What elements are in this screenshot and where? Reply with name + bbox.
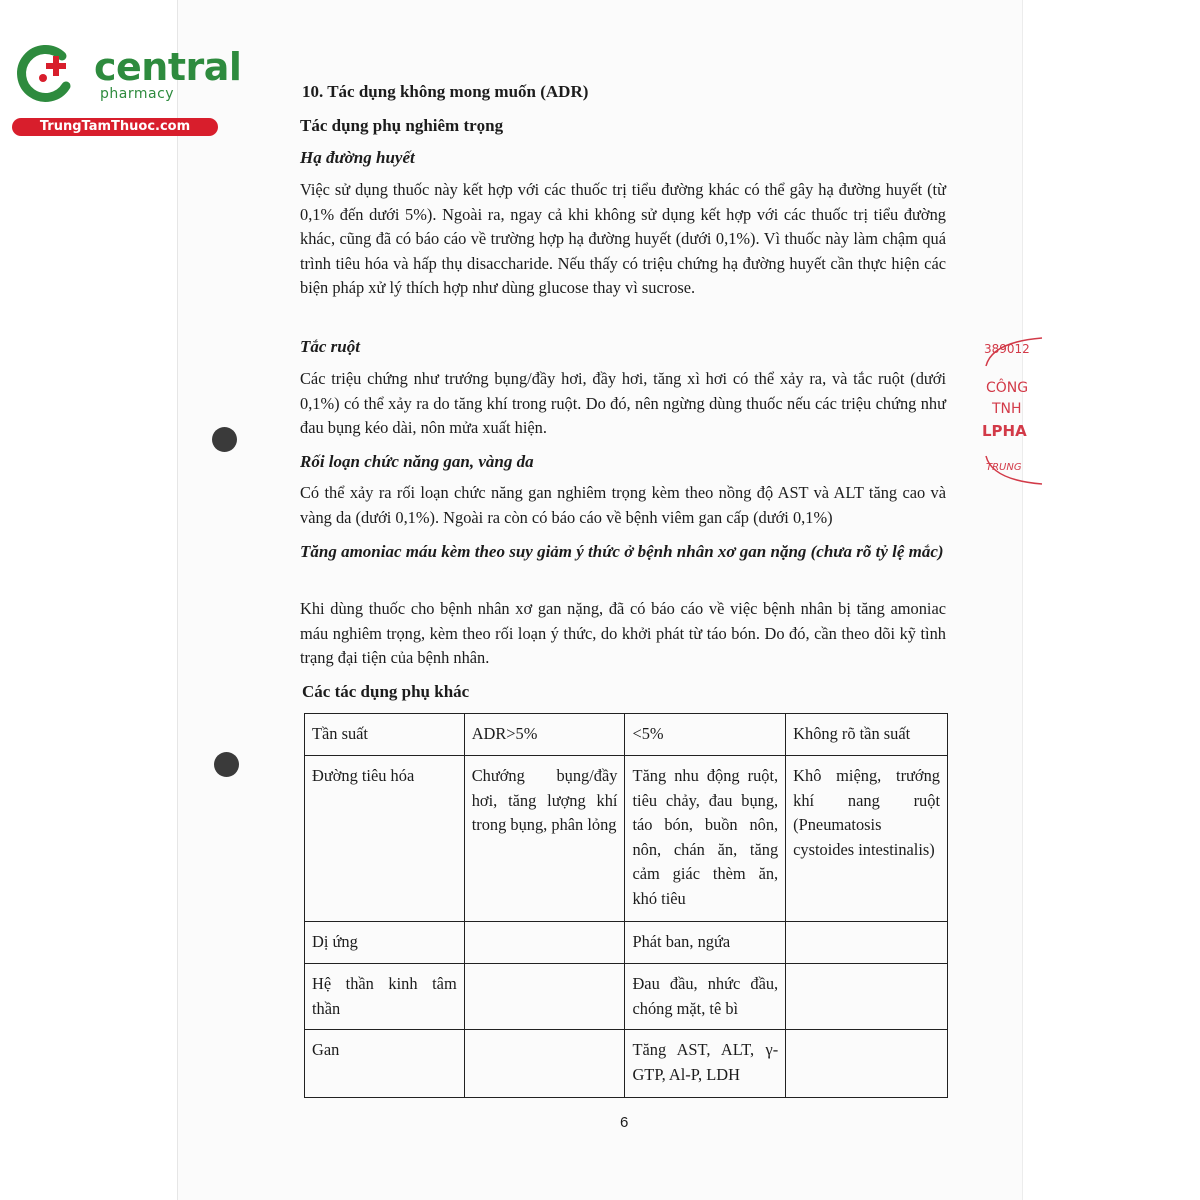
stamp-text: CÔNG bbox=[986, 380, 1029, 396]
header-cell: Không rõ tần suất bbox=[786, 714, 948, 756]
subheading-hyperammonemia: Tăng amoniac máu kèm theo suy giảm ý thức ở bệnh nhân xơ gan nặng (chưa rõ tỷ lệ mắc) bbox=[300, 542, 944, 561]
stamp-text: LPHA bbox=[982, 422, 1027, 440]
table-row bbox=[305, 922, 948, 964]
stamp-text: TRUNG bbox=[986, 462, 1022, 473]
table-cell bbox=[786, 922, 948, 964]
table-cell: Tăng nhu động ruột, tiêu chảy, đau bụng, táo bón, buồn nôn, nôn, chán ăn, tăng cảm giác thèm ăn, khó tiêu bbox=[625, 756, 786, 922]
paragraph-ileus: Các triệu chứng như trướng bụng/đầy hơi, đầy hơi, tăng xì hơi có thể xảy ra, và tắc ruột (dưới 0,1%) có thể xảy ra do tăng khí trong ruột. Do đó, nên ngừng dùng thuốc nếu các triệu chứng như đau bụng kéo dài, nôn mửa xuất hiện. bbox=[300, 369, 946, 437]
subheading-hypoglycemia: Hạ đường huyết bbox=[300, 148, 415, 167]
section-title: 10. Tác dụng không mong muốn (ADR) bbox=[302, 82, 589, 101]
header-cell: <5% bbox=[625, 714, 786, 756]
page-number: 6 bbox=[620, 1114, 629, 1131]
table-cell: Dị ứng bbox=[305, 922, 465, 964]
table-header-row bbox=[305, 714, 948, 756]
table-row bbox=[305, 756, 948, 922]
paragraph-hyperammonemia: Khi dùng thuốc cho bệnh nhân xơ gan nặng, đã có báo cáo về việc bệnh nhân bị tăng amoniac máu nghiêm trọng, kèm theo rối loạn ý thức, do khởi phát từ táo bón. Do đó, cần theo dõi kỹ tình trạng đại tiện của bệnh nhân. bbox=[300, 599, 946, 667]
table-cell bbox=[464, 1030, 625, 1098]
paragraph-hypoglycemia: Việc sử dụng thuốc này kết hợp với các thuốc trị tiểu đường khác có thể gây hạ đường huyết (từ 0,1% đến dưới 5%). Ngoài ra, ngay cả khi không sử dụng kết hợp với các thuốc trị tiểu đường khác, cũng đã có báo cáo về trường hợp hạ đường huyết (dưới 0,1%). Vì thuốc này làm chậm quá trình tiêu hóa và hấp thụ disaccharide. Nếu thấy có triệu chứng hạ đường huyết cần thực hiện các biện pháp xử lý thích hợp như dùng glucose thay vì sucrose. bbox=[300, 180, 946, 297]
adr-table bbox=[304, 713, 948, 1098]
table-cell bbox=[786, 964, 948, 1030]
brand-subtitle: pharmacy bbox=[100, 86, 175, 102]
table-cell bbox=[464, 922, 625, 964]
brand-name: central bbox=[94, 45, 242, 89]
table-cell: Đau đầu, nhức đầu, chóng mặt, tê bì bbox=[625, 964, 786, 1030]
subheading-liver: Rối loạn chức năng gan, vàng da bbox=[300, 452, 534, 471]
table-cell: Đường tiêu hóa bbox=[305, 756, 465, 922]
table-cell: Tăng AST, ALT, γ-GTP, Al-P, LDH bbox=[625, 1030, 786, 1098]
subheading-ileus: Tắc ruột bbox=[300, 337, 360, 356]
table-row bbox=[305, 1030, 948, 1098]
stamp-text: TNH bbox=[992, 401, 1022, 417]
serious-heading: Tác dụng phụ nghiêm trọng bbox=[300, 116, 504, 135]
table-cell: Chướng bụng/đầy hơi, tăng lượng khí trong bụng, phân lỏng bbox=[464, 756, 625, 922]
table-cell bbox=[786, 1030, 948, 1098]
table-row bbox=[305, 964, 948, 1030]
stamp-text: 389012 bbox=[984, 342, 1030, 356]
paragraph-liver: Có thể xảy ra rối loạn chức năng gan nghiêm trọng kèm theo nồng độ AST và ALT tăng cao và vàng da (dưới 0,1%). Ngoài ra còn có báo cáo về bệnh viêm gan cấp (dưới 0,1%) bbox=[300, 483, 946, 527]
table-cell bbox=[464, 964, 625, 1030]
header-cell: ADR>5% bbox=[464, 714, 625, 756]
table-cell: Phát ban, ngứa bbox=[625, 922, 786, 964]
table-cell: Khô miệng, trướng khí nang ruột (Pneumatosis cystoides intestinalis) bbox=[786, 756, 948, 922]
central-pharmacy-logo bbox=[10, 38, 242, 138]
other-heading: Các tác dụng phụ khác bbox=[302, 682, 470, 701]
site-url: TrungTamThuoc.com bbox=[12, 118, 218, 136]
table-cell: Hệ thần kinh tâm thần bbox=[305, 964, 465, 1030]
company-stamp bbox=[982, 336, 1030, 486]
header-cell: Tần suất bbox=[305, 714, 465, 756]
pharmacy-cross-icon bbox=[10, 38, 80, 108]
punch-hole bbox=[214, 752, 239, 777]
table-cell: Gan bbox=[305, 1030, 465, 1098]
punch-hole bbox=[212, 427, 237, 452]
